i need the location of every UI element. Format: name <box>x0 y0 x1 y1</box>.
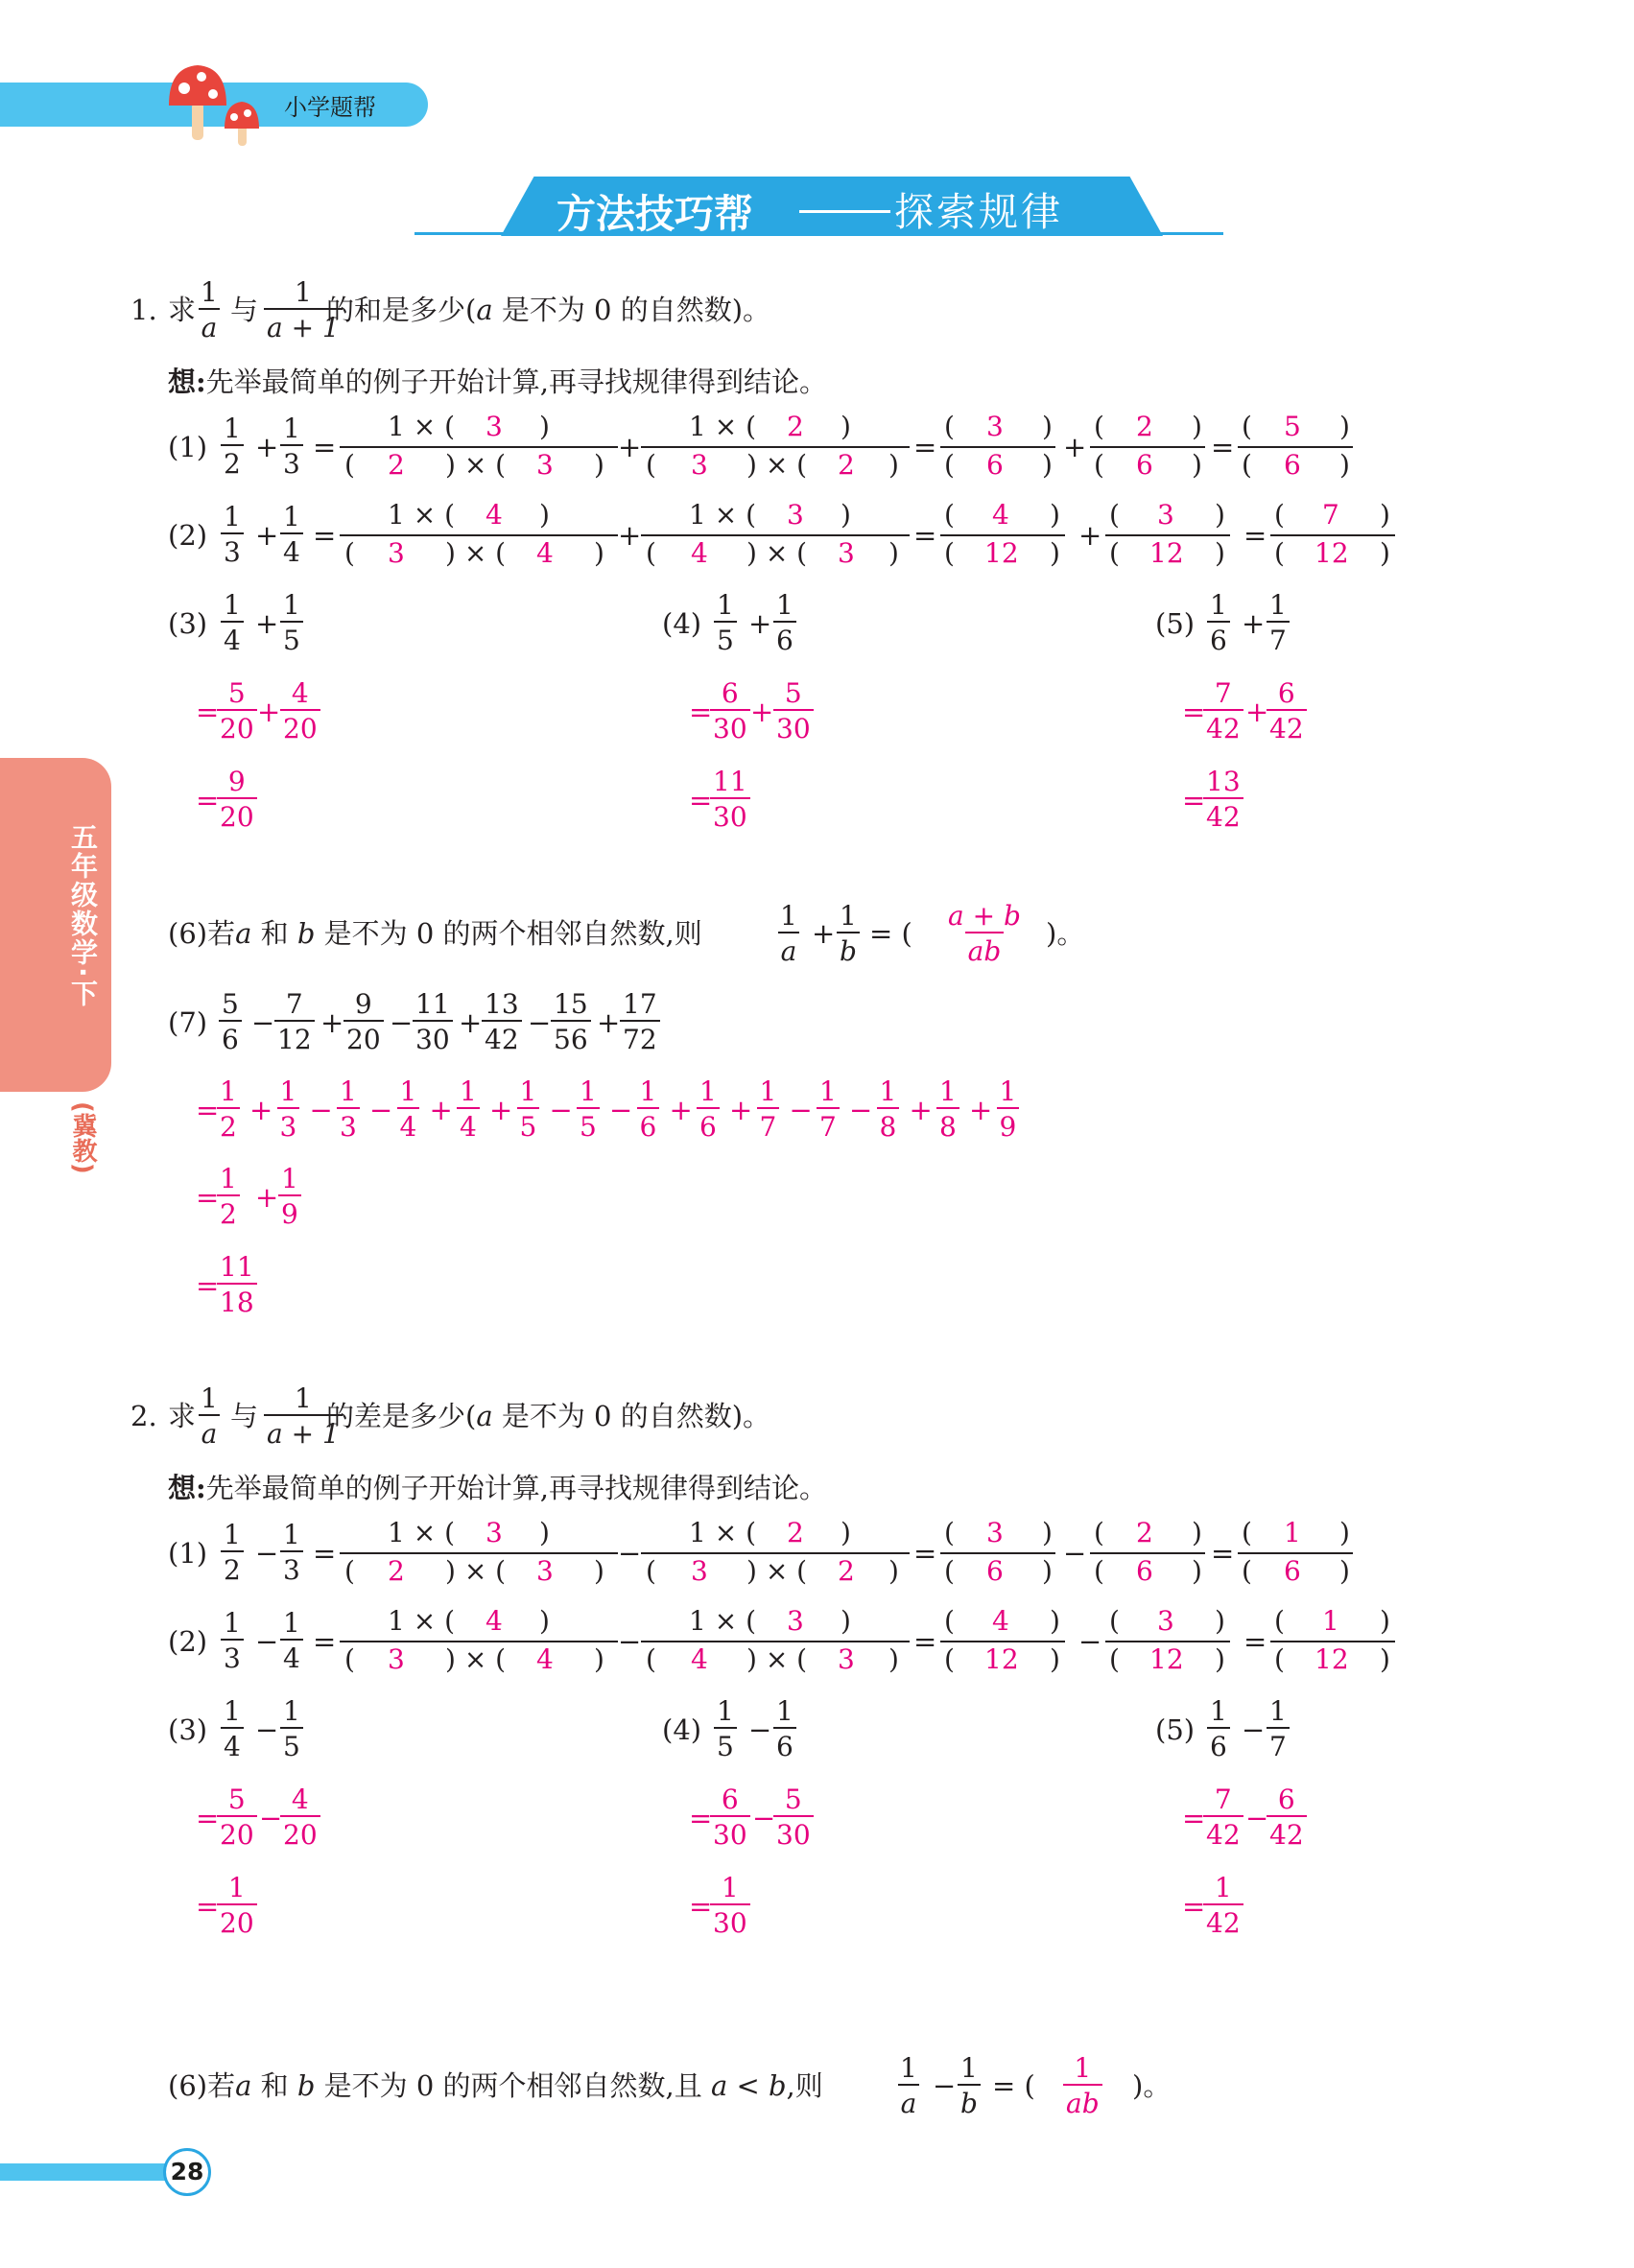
answer-blank[interactable]: 3 <box>485 411 503 442</box>
operator: − <box>259 1802 283 1834</box>
operator: + <box>320 1006 344 1039</box>
answer-blank[interactable]: 3 <box>787 499 804 531</box>
operator: + <box>618 431 642 463</box>
operator: − <box>549 1094 573 1126</box>
section-title: 方法技巧帮 <box>557 191 753 237</box>
operator: = <box>196 1890 220 1923</box>
fraction: $\frac{1}{3}$ <box>337 1075 360 1143</box>
answer-blank[interactable]: 4 <box>536 1643 554 1675</box>
operator: = <box>196 784 220 816</box>
fraction: $\frac{1}{a + 1}$ <box>264 276 343 343</box>
answer-blank[interactable]: 3 <box>536 449 554 481</box>
answer-blank[interactable]: 3 <box>1157 499 1174 531</box>
operator: − <box>609 1094 633 1126</box>
operator: = <box>196 1802 220 1834</box>
fraction: $\frac{9}{20}$ <box>217 766 257 833</box>
fraction: $\frac{1}{6}$ <box>1207 589 1230 656</box>
fraction: $\frac{1}{6}$ <box>773 1695 796 1762</box>
operator: = <box>196 1094 220 1126</box>
fraction: $\frac{1}{8}$ <box>936 1075 959 1143</box>
answer-blank[interactable]: 5 <box>1284 411 1301 442</box>
fraction: $\frac{5}{30}$ <box>773 677 814 744</box>
fraction: $\frac{1}{20}$ <box>217 1872 257 1939</box>
brand-name: 小学题帮 <box>284 94 376 121</box>
edition-label: (冀教) <box>68 1101 97 1174</box>
answer-blank[interactable]: 1 <box>1322 1605 1339 1637</box>
answer-blank[interactable]: 12 <box>1149 1643 1184 1675</box>
answer-blank[interactable]: 12 <box>984 537 1019 569</box>
answer-blank[interactable]: 3 <box>838 1643 855 1675</box>
operator: − <box>255 1625 279 1658</box>
fraction: $\frac{1}{9}$ <box>278 1163 301 1230</box>
question-number: 1. <box>130 294 157 326</box>
operator: = <box>689 784 713 816</box>
operator: = <box>196 696 220 728</box>
hint-text: 想:先举最简单的例子开始计算,再寻找规律得到结论。 <box>168 366 827 398</box>
page-number: 28 <box>163 2148 211 2196</box>
answer-blank[interactable]: 6 <box>1284 449 1301 481</box>
answer-fraction[interactable]: $\frac{a + b}{ab}$ <box>948 900 1021 967</box>
operator: + <box>597 1006 621 1039</box>
answer-blank[interactable]: 2 <box>787 1517 804 1548</box>
answer-blank[interactable]: 2 <box>838 1555 855 1587</box>
fraction: $\frac{1}{a + 1}$ <box>264 1382 343 1450</box>
operator: + <box>249 1094 273 1126</box>
operator: + <box>255 519 279 552</box>
fraction: $\frac{1}{2}$ <box>221 1519 244 1586</box>
operator: − <box>1078 1625 1102 1658</box>
operator: = <box>313 1625 337 1658</box>
fraction: $\frac{11}{18}$ <box>217 1251 257 1318</box>
fraction: $\frac{15}{56}$ <box>551 988 591 1055</box>
operator: = <box>689 1802 713 1834</box>
operator: + <box>729 1094 753 1126</box>
answer-blank[interactable]: 2 <box>388 449 405 481</box>
operator: + <box>750 696 774 728</box>
fraction: $\frac{1}{6}$ <box>1207 1695 1230 1762</box>
question-text: 与 <box>230 294 259 326</box>
fraction: $\frac{1}{6}$ <box>637 1075 660 1143</box>
answer-blank[interactable]: 3 <box>838 537 855 569</box>
fraction: $\frac{13}{42}$ <box>1203 766 1243 833</box>
answer-blank[interactable]: 3 <box>485 1517 503 1548</box>
answer-blank[interactable]: 4 <box>536 537 554 569</box>
fraction: $\frac{1}{5}$ <box>517 1075 540 1143</box>
operator: = <box>689 1890 713 1923</box>
fraction: $\frac{4}{20}$ <box>280 1784 320 1851</box>
question-number: 2. <box>130 1400 157 1432</box>
answer-blank[interactable]: 3 <box>536 1555 554 1587</box>
answer-fraction[interactable]: $\frac{1}{ab}$ <box>1063 2052 1102 2119</box>
operator: − <box>933 2069 957 2102</box>
fraction: $\frac{1}{3}$ <box>221 501 244 568</box>
fraction: $\frac{5}{30}$ <box>773 1784 814 1851</box>
part-label: (1) <box>168 1537 208 1570</box>
answer-blank[interactable]: 6 <box>1284 1555 1301 1587</box>
fraction: $\frac{5}{6}$ <box>219 988 242 1055</box>
answer-blank[interactable]: 4 <box>691 1643 708 1675</box>
answer-blank[interactable]: 3 <box>691 1555 708 1587</box>
answer-blank[interactable]: 3 <box>787 1605 804 1637</box>
answer-blank[interactable]: 12 <box>1314 1643 1349 1675</box>
answer-blank[interactable]: 12 <box>1149 537 1184 569</box>
fraction: $\frac{1}{3}$ <box>280 1519 303 1586</box>
operator: − <box>255 1537 279 1570</box>
answer-blank[interactable]: 4 <box>992 1605 1009 1637</box>
answer-blank[interactable]: 6 <box>986 1555 1004 1587</box>
question-text: 的差是多少(a 是不为 0 的自然数)。 <box>326 1400 771 1432</box>
fraction: $\frac{1}{b}$ <box>837 900 860 967</box>
operator: = <box>1243 1625 1267 1658</box>
operator: − <box>1245 1802 1269 1834</box>
fraction: $\frac{1}{5}$ <box>577 1075 600 1143</box>
answer-blank[interactable]: 2 <box>1136 411 1153 442</box>
operator: − <box>255 1713 279 1746</box>
answer-blank[interactable]: 2 <box>838 449 855 481</box>
operator: + <box>1063 431 1087 463</box>
fraction: $\frac{1}{4}$ <box>397 1075 420 1143</box>
operator: = <box>1243 519 1267 552</box>
operator: − <box>618 1537 642 1570</box>
answer-blank[interactable]: 1 <box>1284 1517 1301 1548</box>
answer-blank[interactable]: 3 <box>388 1643 405 1675</box>
fraction: $\frac{5}{20}$ <box>217 677 257 744</box>
fraction: $\frac{5}{20}$ <box>217 1784 257 1851</box>
operator: + <box>255 607 279 640</box>
fraction: $\frac{1}{7}$ <box>1267 589 1290 656</box>
fraction: $\frac{6}{42}$ <box>1267 677 1307 744</box>
fraction: $\frac{1}{7}$ <box>757 1075 780 1143</box>
operator: = <box>1211 431 1235 463</box>
part-label: (3) <box>168 607 208 640</box>
fraction: $\frac{1}{4}$ <box>457 1075 480 1143</box>
operator: + <box>669 1094 693 1126</box>
operator: = <box>913 1537 937 1570</box>
operator: = <box>313 431 337 463</box>
footer-bar <box>0 2163 178 2181</box>
part-label: (4) <box>662 607 702 640</box>
operator: − <box>1242 1713 1266 1746</box>
fraction: $\frac{1}{6}$ <box>697 1075 720 1143</box>
operator: = <box>913 431 937 463</box>
operator: + <box>255 1181 279 1214</box>
fraction: $\frac{6}{30}$ <box>710 677 750 744</box>
part-label: (2) <box>168 519 208 552</box>
mushroom-logo-icon <box>163 56 278 148</box>
fraction: $\frac{11}{30}$ <box>710 766 750 833</box>
operator: + <box>618 519 642 552</box>
fraction: $\frac{6}{30}$ <box>710 1784 750 1851</box>
operator: )。 <box>1046 917 1085 950</box>
part-text: (6)若a 和 b 是不为 0 的两个相邻自然数,则 <box>168 917 702 950</box>
operator: + <box>909 1094 933 1126</box>
fraction: $\frac{7}{42}$ <box>1203 1784 1243 1851</box>
fraction: $\frac{1}{a}$ <box>198 1382 221 1450</box>
fraction: $\frac{1}{30}$ <box>710 1872 750 1939</box>
grade-label: 五年级数学·下 <box>67 823 99 1008</box>
answer-blank[interactable]: 6 <box>986 449 1004 481</box>
part-label: (3) <box>168 1713 208 1746</box>
part-text: (6)若a 和 b 是不为 0 的两个相邻自然数,且 a < b,则 <box>168 2069 823 2102</box>
fraction: $\frac{1}{5}$ <box>280 589 303 656</box>
fraction: $\frac{1}{2}$ <box>217 1075 240 1143</box>
answer-blank[interactable]: 2 <box>787 411 804 442</box>
operator: = <box>913 1625 937 1658</box>
operator: − <box>528 1006 552 1039</box>
fraction: $\frac{1}{a}$ <box>897 2052 920 2119</box>
operator: = <box>313 519 337 552</box>
part-label: (5) <box>1155 607 1196 640</box>
operator: = <box>313 1537 337 1570</box>
question-text: 与 <box>230 1400 259 1432</box>
operator: − <box>309 1094 333 1126</box>
fraction: $\frac{1}{4}$ <box>221 589 244 656</box>
operator: − <box>1063 1537 1087 1570</box>
fraction: $\frac{1}{3}$ <box>280 413 303 480</box>
fraction: $\frac{1}{4}$ <box>221 1695 244 1762</box>
fraction: $\frac{1}{a}$ <box>777 900 800 967</box>
operator: = <box>1182 784 1206 816</box>
answer-blank[interactable]: 2 <box>388 1555 405 1587</box>
question-text: 求 <box>168 1400 197 1432</box>
hint-text: 想:先举最简单的例子开始计算,再寻找规律得到结论。 <box>168 1472 827 1504</box>
fraction: $\frac{1}{2}$ <box>217 1163 240 1230</box>
fraction: $\frac{6}{42}$ <box>1267 1784 1307 1851</box>
operator: + <box>459 1006 483 1039</box>
fraction: $\frac{7}{42}$ <box>1203 677 1243 744</box>
answer-blank[interactable]: 3 <box>691 449 708 481</box>
operator: = <box>1182 1890 1206 1923</box>
fraction: $\frac{9}{20}$ <box>343 988 384 1055</box>
fraction: $\frac{1}{2}$ <box>221 413 244 480</box>
operator: − <box>390 1006 414 1039</box>
fraction: $\frac{1}{5}$ <box>714 1695 737 1762</box>
operator: + <box>969 1094 993 1126</box>
operator: + <box>1078 519 1102 552</box>
fraction: $\frac{7}{12}$ <box>274 988 315 1055</box>
answer-blank[interactable]: 3 <box>986 1517 1004 1548</box>
fraction: $\frac{1}{5}$ <box>280 1695 303 1762</box>
question-text: 求 <box>168 294 197 326</box>
operator: + <box>1242 607 1266 640</box>
answer-blank[interactable]: 4 <box>992 499 1009 531</box>
operator: + <box>748 607 772 640</box>
fraction: $\frac{1}{8}$ <box>877 1075 900 1143</box>
fraction: $\frac{11}{30}$ <box>413 988 453 1055</box>
fraction: $\frac{1}{3}$ <box>221 1607 244 1674</box>
operator: + <box>489 1094 513 1126</box>
fraction: $\frac{17}{72}$ <box>620 988 660 1055</box>
operator: = ( <box>992 2069 1035 2102</box>
operator: − <box>748 1713 772 1746</box>
part-label: (7) <box>168 1006 208 1039</box>
answer-blank[interactable]: 3 <box>1157 1605 1174 1637</box>
fraction: $\frac{1}{9}$ <box>997 1075 1020 1143</box>
section-subtitle: 探索规律 <box>894 189 1063 235</box>
part-label: (5) <box>1155 1713 1196 1746</box>
operator: = <box>196 1269 220 1302</box>
operator: − <box>251 1006 275 1039</box>
part-label: (2) <box>168 1625 208 1658</box>
operator: )。 <box>1132 2069 1172 2102</box>
fraction: $\frac{1}{42}$ <box>1203 1872 1243 1939</box>
answer-blank[interactable]: 6 <box>1136 1555 1153 1587</box>
fraction: $\frac{4}{20}$ <box>280 677 320 744</box>
answer-blank[interactable]: 4 <box>485 1605 503 1637</box>
operator: + <box>812 917 836 950</box>
operator: = <box>196 1181 220 1214</box>
answer-blank[interactable]: 6 <box>1136 449 1153 481</box>
answer-blank[interactable]: 3 <box>986 411 1004 442</box>
operator: + <box>1245 696 1269 728</box>
fraction: $\frac{1}{3}$ <box>277 1075 300 1143</box>
question-text: 的和是多少(a 是不为 0 的自然数)。 <box>326 294 771 326</box>
part-label: (4) <box>662 1713 702 1746</box>
answer-blank[interactable]: 3 <box>388 537 405 569</box>
operator: − <box>369 1094 393 1126</box>
part-label: (1) <box>168 431 208 463</box>
operator: = <box>913 519 937 552</box>
fraction: $\frac{13}{42}$ <box>482 988 522 1055</box>
operator: = ( <box>869 917 912 950</box>
answer-blank[interactable]: 4 <box>485 499 503 531</box>
title-dash <box>799 210 890 213</box>
answer-blank[interactable]: 12 <box>1314 537 1349 569</box>
fraction: $\frac{1}{5}$ <box>714 589 737 656</box>
fraction: $\frac{1}{4}$ <box>280 501 303 568</box>
answer-blank[interactable]: 4 <box>691 537 708 569</box>
fraction: $\frac{1}{a}$ <box>198 276 221 343</box>
fraction: $\frac{1}{b}$ <box>958 2052 981 2119</box>
operator: + <box>429 1094 453 1126</box>
fraction: $\frac{1}{7}$ <box>817 1075 840 1143</box>
fraction: $\frac{1}{4}$ <box>280 1607 303 1674</box>
operator: − <box>849 1094 873 1126</box>
fraction: $\frac{1}{7}$ <box>1267 1695 1290 1762</box>
operator: + <box>257 696 281 728</box>
operator: = <box>1182 1802 1206 1834</box>
operator: = <box>1182 696 1206 728</box>
answer-blank[interactable]: 12 <box>984 1643 1019 1675</box>
operator: − <box>618 1625 642 1658</box>
answer-blank[interactable]: 2 <box>1136 1517 1153 1548</box>
operator: = <box>1211 1537 1235 1570</box>
operator: + <box>255 431 279 463</box>
operator: = <box>689 696 713 728</box>
fraction: $\frac{1}{6}$ <box>773 589 796 656</box>
operator: − <box>789 1094 813 1126</box>
operator: − <box>752 1802 776 1834</box>
answer-blank[interactable]: 7 <box>1322 499 1339 531</box>
